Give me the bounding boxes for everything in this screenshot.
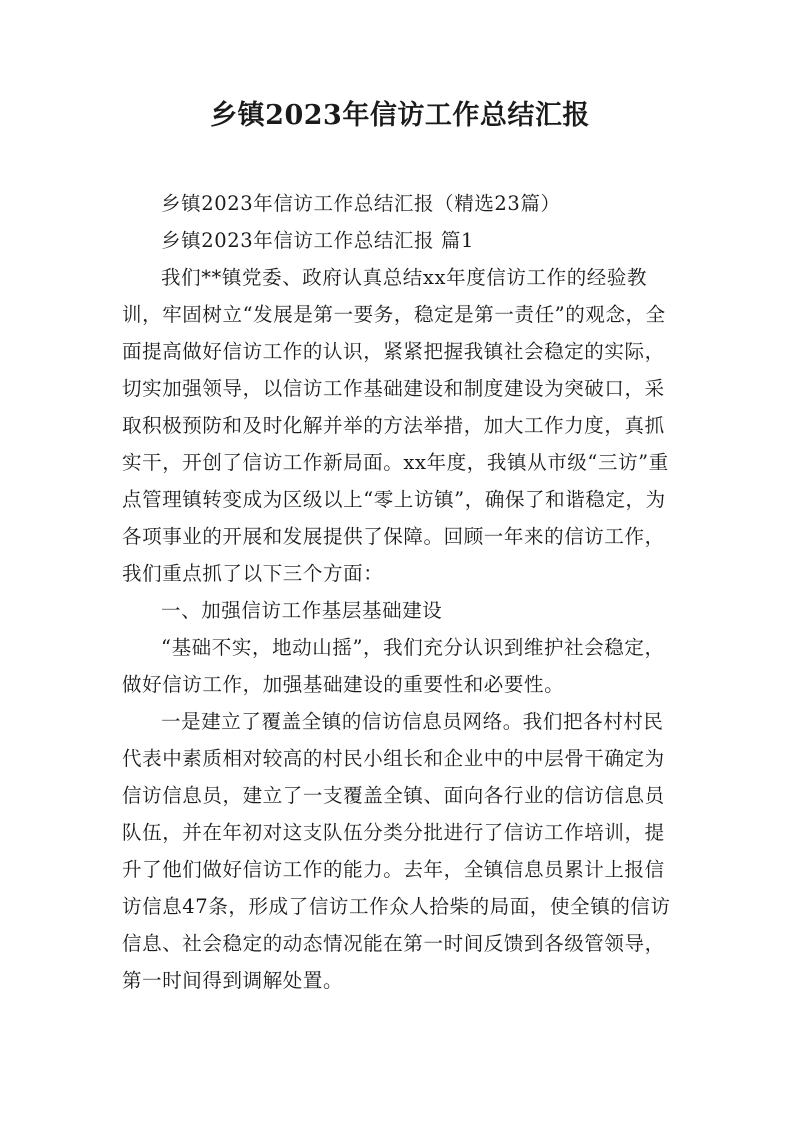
body-paragraph-network: 一是建立了覆盖全镇的信访信息员网络。我们把各村村民代表中素质相对较高的村民小组长和企业中的中层骨干确定为信访信息员，建立了一支覆盖全镇、面向各行业的信访信息员队伍，并在年初对这支队伍分类分批进行了信访工作培训，提升了他们做好信访工作的能力。去年，全镇信息员累计上报信访信息47条，形成了信访工作众人拾柴的局面，使全镇的信访信息、社会稳定的动态情况能在第一时间反馈到各级管领导，第一时间得到调解处置。 xyxy=(122,710,671,992)
part-heading: 乡镇2023年信访工作总结汇报 篇1 xyxy=(161,229,475,252)
document-subtitle: 乡镇2023年信访工作总结汇报（精选23篇） xyxy=(161,192,561,215)
body-paragraph-intro: 我们**镇党委、政府认真总结xx年度信访工作的经验教训，牢固树立“发展是第一要务，稳定是第一责任”的观念，全面提高做好信访工作的认识，紧紧把握我镇社会稳定的实际，切实加强领导，以信访工作基础建设和制度建设为突破口，采取积极预防和及时化解并举的方法举措，加大工作力度，真抓实干，开创了信访工作新局面。xx年度，我镇从市级“三访”重点管理镇转变成为区级以上“零上访镇”，确保了和谐稳定，为各项事业的开展和发展提供了保障。回顾一年来的信访工作，我们重点抓了以下三个方面： xyxy=(122,266,669,585)
body-paragraph-foundation: “基础不实，地动山摇”，我们充分认识到维护社会稳定，做好信访工作，加强基础建设的重要性和必要性。 xyxy=(122,636,665,696)
section-heading: 一、加强信访工作基层基础建设 xyxy=(161,599,443,622)
document-title: 乡镇2023年信访工作总结汇报 xyxy=(210,100,590,131)
document-body xyxy=(122,185,682,999)
